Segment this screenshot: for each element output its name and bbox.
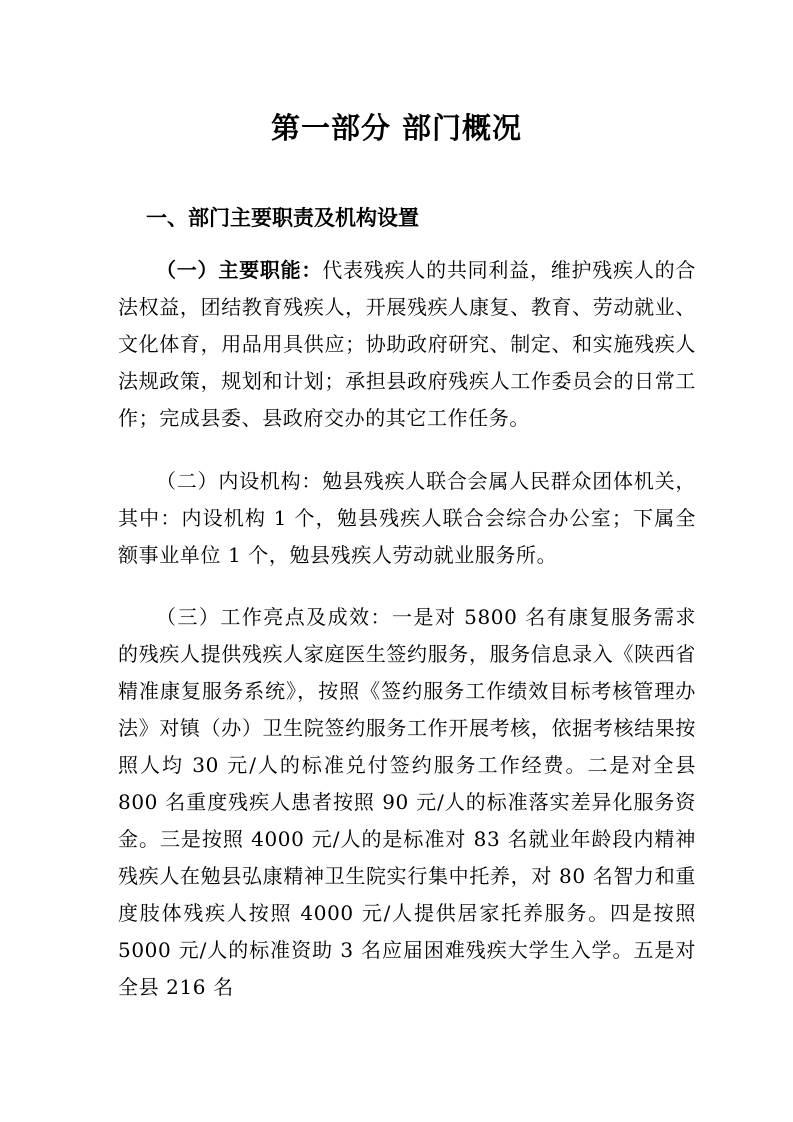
section-heading: 一、部门主要职责及机构设置 xyxy=(146,206,419,230)
page-title: 第一部分 部门概况 xyxy=(270,111,523,145)
paragraph-text: 代表残疾人的共同利益，维护残疾人的合法权益，团结教育残疾人，开展残疾人康复、教育、劳动就业、文化体育，用品用具供应；协助政府研究、制定、和实施残疾人法规政策，规划和计划；承担县政府残疾人工作委员会的日常工作；完成县委、县政府交办的其它工作任务。 xyxy=(118,258,696,430)
paragraph-text: 勉县残疾人联合会属人民群众团体机关，其中：内设机构 1 个，勉县残疾人联合会综合办公室；下属全额事业单位 1 个，勉县残疾人劳动就业服务所。 xyxy=(118,469,696,567)
paragraph-text: 一是对 5800 名有康复服务需求的残疾人提供残疾人家庭医生签约服务，服务信息录入《陕西省精准康复服务系统》，按照《签约服务工作绩效目标考核管理办法》对镇（办）卫生院签约服务工作开展考核，依据考核结果按照人均 30 元/人的标准兑付签约服务工作经费。二是对全县 800 名重度残疾人患者按照 90 元/人的标准落实差异化服务资金。三是按照 4000 元/人的是标准对 83 名就业年龄段内精神残疾人在勉县弘康精神卫生院实行集中托养，对 80 名智力和重度肢体残疾人按照 4000 元/人提供居家托养服务。四是按照 5000 元/人的标准资助 3 名应届困难残疾大学生入学。五是对全县 216 名 xyxy=(118,605,696,999)
paragraph-label: （一）主要职能： xyxy=(156,258,323,282)
paragraph-label: （三）工作亮点及成效： xyxy=(156,605,392,629)
paragraph-label: （二）内设机构： xyxy=(156,469,323,493)
paragraph-work-highlights xyxy=(118,599,696,1006)
paragraph-internal-organization xyxy=(118,463,696,574)
paragraph-main-functions xyxy=(118,252,696,437)
